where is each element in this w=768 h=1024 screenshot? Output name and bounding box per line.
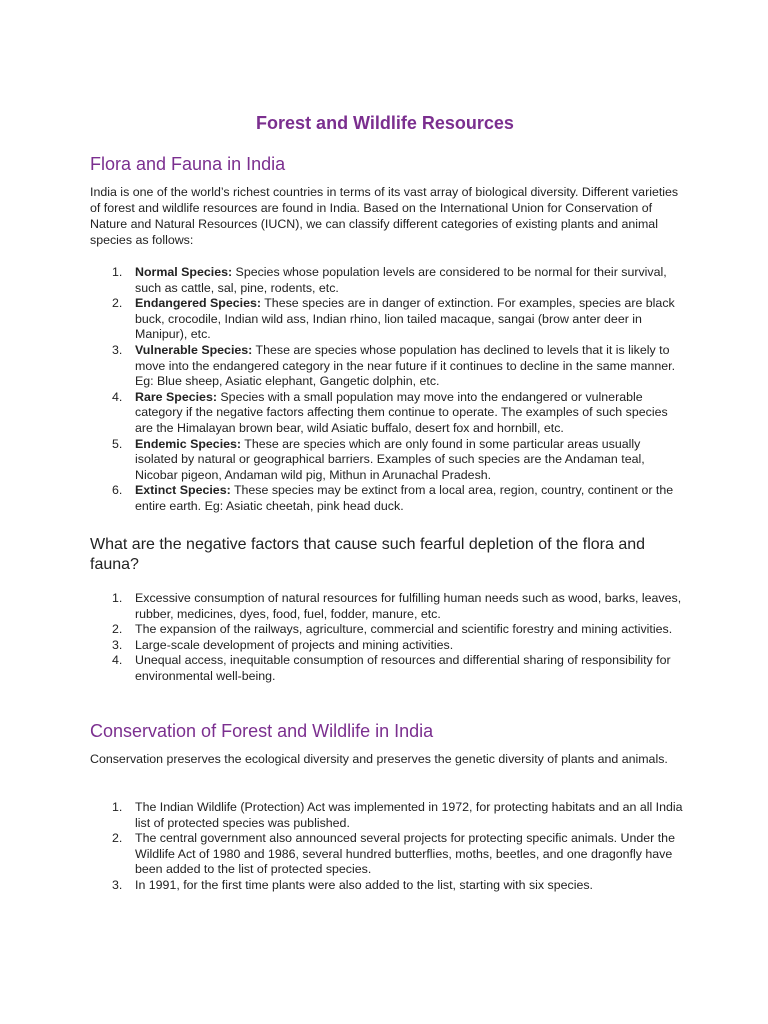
species-term: Normal Species: <box>135 265 233 279</box>
species-term: Endemic Species: <box>135 436 242 451</box>
species-term: Vulnerable Species: <box>135 342 253 357</box>
list-item: 5. Endemic Species: These are species which are only found in some particular areas usually isolated by natural or geographical barriers. Examples of such species are the Andaman teal, Nicobar pigeon, Andaman wild pig, Mithun in Arunachal Pradesh. <box>112 436 645 482</box>
species-category-list <box>90 265 684 515</box>
section-intro-conservation: Conservation preserves the ecological diversity and preserves the genetic diversity of plants and animals. <box>90 752 668 766</box>
list-item: 6. Extinct Species: These species may be extinct from a local area, region, country, continent or the entire earth. Eg: Asiatic cheetah, pink head duck. <box>112 483 674 513</box>
negative-factors-list <box>90 591 684 685</box>
section-intro-flora-fauna: India is one of the world’s richest countries in terms of its vast array of biological diversity. Different varieties of forest and wildlife resources are found in India. Based on the International Union for Conservation of Nature and Natural Resources (IUCN), we can classify different categories of existing plants and animal species as follows: <box>90 185 679 247</box>
document-title: Forest and Wildlife Resources <box>256 113 514 133</box>
conservation-list <box>90 800 684 894</box>
list-item: 1. The Indian Wildlife (Protection) Act was implemented in 1972, for protecting habitats and an all India list of protected species was published. <box>112 800 683 830</box>
list-item: 3. Large-scale development of projects and mining activities. <box>112 637 454 652</box>
list-item: 1. Excessive consumption of natural resources for fulfilling human needs such as wood, barks, leaves, rubber, medicines, dyes, food, fuel, fodder, manure, etc. <box>112 591 682 621</box>
list-item: 2. Endangered Species: These species are in danger of extinction. For examples, species are black buck, crocodile, Indian wild ass, Indian rhino, lion tailed macaque, sangai (brow anter deer in Manipur), etc. <box>112 296 675 342</box>
list-item: 1. Normal Species: Species whose population levels are considered to be normal for their survival, such as cattle, sal, pine, rodents, etc. <box>112 265 667 295</box>
species-term: Extinct Species: <box>135 483 231 498</box>
section-heading-negative-factors: What are the negative factors that cause such fearful depletion of the flora and fauna? <box>90 536 646 573</box>
list-item: 2. The expansion of the railways, agriculture, commercial and scientific forestry and mining activities. <box>112 622 673 637</box>
species-term: Rare Species: <box>135 389 217 404</box>
list-item: 4. Unequal access, inequitable consumption of resources and differential sharing of responsibility for environmental well-being. <box>112 653 671 683</box>
section-heading-flora-fauna: Flora and Fauna in India <box>90 154 286 174</box>
list-item: 4. Rare Species: Species with a small population may move into the endangered or vulnerable category if the negative factors affecting them continue to operate. The examples of such species are the Himalayan brown bear, wild Asiatic buffalo, desert fox and hornbill, etc. <box>112 389 668 435</box>
list-item: 2. The central government also announced several projects for protecting specific animals. Under the Wildlife Act of 1980 and 1986, several hundred butterflies, moths, beetles, and one dragonfly have been added to the list of protected species. <box>112 831 675 877</box>
section-heading-conservation: Conservation of Forest and Wildlife in India <box>90 721 434 741</box>
species-term: Endangered Species: <box>135 296 262 311</box>
list-item: 3. Vulnerable Species: These are species whose population has declined to levels that it is likely to move into the endangered category in the near future if it continues to decline in the same manner. Eg: Blue sheep, Asiatic elephant, Gangetic dolphin, etc. <box>112 342 676 389</box>
list-item: 3. In 1991, for the first time plants were also added to the list, starting with six species. <box>112 877 593 892</box>
